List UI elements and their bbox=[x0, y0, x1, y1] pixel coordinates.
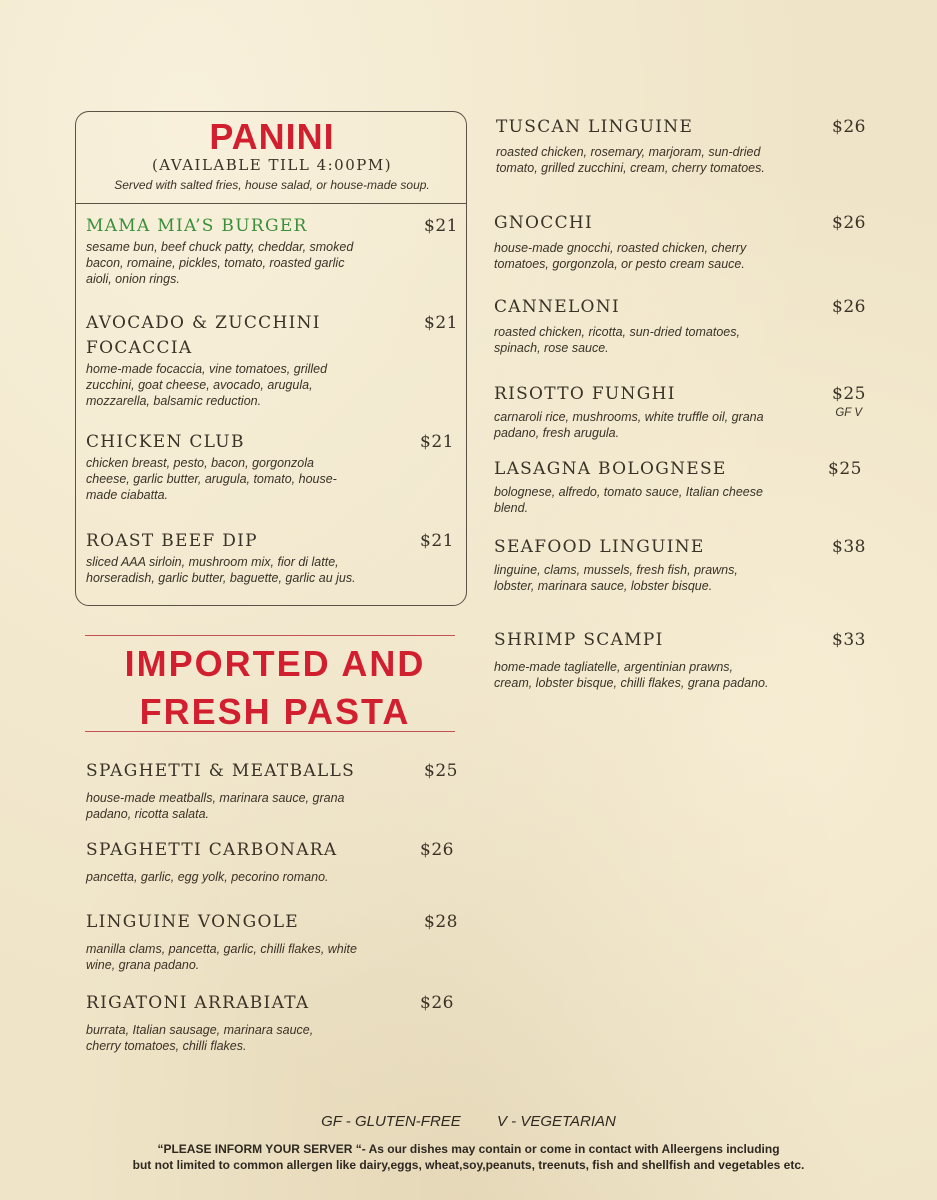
item-description: home-made focaccia, vine tomatoes, grilled zucchini, goat cheese, avocado, arugula, mozzarella, balsamic reduction. bbox=[86, 362, 328, 408]
item-name: RIGATONI ARRABIATA bbox=[86, 993, 310, 1013]
item-name: MAMA MIA’S BURGER bbox=[86, 216, 308, 236]
item-price: $26 bbox=[420, 840, 454, 860]
item-name: CHICKEN CLUB bbox=[86, 432, 245, 452]
item-price: $26 bbox=[420, 993, 454, 1013]
pasta-title bbox=[85, 640, 465, 736]
menu-item bbox=[86, 430, 454, 503]
item-price: $28 bbox=[424, 912, 458, 932]
item-description: burrata, Italian sausage, marinara sauce, cherry tomatoes, chilli flakes. bbox=[86, 1023, 314, 1053]
menu-item bbox=[86, 838, 454, 885]
item-price: $26 bbox=[832, 213, 866, 233]
panini-availability: (AVAILABLE TILL 4:00PM) bbox=[151, 156, 393, 174]
item-name: RISOTTO FUNGHI bbox=[494, 384, 676, 404]
menu-item bbox=[86, 214, 458, 287]
menu-item bbox=[86, 529, 454, 586]
item-name-continued: FOCACCIA bbox=[86, 338, 193, 358]
item-name: CANNELONI bbox=[494, 297, 620, 317]
item-price: $21 bbox=[420, 531, 454, 551]
allergen-line-2: but not limited to common allergen like dairy,eggs, wheat,soy,peanuts, treenuts, fish and shellfish and vegetables etc. bbox=[132, 1158, 805, 1172]
item-description: bolognese, alfredo, tomato sauce, Italian cheese blend. bbox=[494, 485, 763, 515]
dietary-legend bbox=[0, 1113, 937, 1130]
item-description: house-made gnocchi, roasted chicken, cherry tomatoes, gorgonzola, or pesto cream sauce. bbox=[494, 241, 747, 271]
item-name: SHRIMP SCAMPI bbox=[494, 630, 664, 650]
item-price: $33 bbox=[832, 630, 866, 650]
item-description: pancetta, garlic, egg yolk, pecorino romano. bbox=[86, 870, 329, 884]
item-description: house-made meatballs, marinara sauce, grana padano, ricotta salata. bbox=[86, 791, 345, 821]
panini-title: PANINI bbox=[209, 116, 335, 157]
item-description: sliced AAA sirloin, mushroom mix, fior di latte, horseradish, garlic butter, baguette, garlic au jus. bbox=[86, 555, 356, 585]
item-price: $21 bbox=[420, 432, 454, 452]
panini-divider bbox=[76, 203, 466, 204]
item-name: SEAFOOD LINGUINE bbox=[494, 537, 705, 557]
item-name: SPAGHETTI & MEATBALLS bbox=[86, 761, 356, 781]
pasta-title-line2: FRESH PASTA bbox=[139, 691, 411, 732]
item-price: $38 bbox=[832, 537, 866, 557]
item-name: AVOCADO & ZUCCHINI bbox=[86, 313, 321, 333]
item-price: $25 bbox=[832, 384, 866, 404]
item-name: SPAGHETTI CARBONARA bbox=[86, 840, 338, 860]
allergen-line-1: “PLEASE INFORM YOUR SERVER “- As our dishes may contain or come in contact with Alleergens including bbox=[157, 1142, 780, 1156]
menu-item bbox=[86, 991, 454, 1054]
legend-gluten-free: GF - GLUTEN-FREE bbox=[321, 1113, 461, 1130]
item-price: $26 bbox=[832, 117, 866, 137]
item-price: $26 bbox=[832, 297, 866, 317]
item-description: manilla clams, pancetta, garlic, chilli flakes, white wine, grana padano. bbox=[86, 942, 357, 972]
pasta-title-line1: IMPORTED AND bbox=[124, 643, 426, 684]
menu-item bbox=[494, 457, 862, 516]
menu-item bbox=[494, 295, 866, 356]
dietary-tag: GF V bbox=[835, 407, 862, 419]
item-description: linguine, clams, mussels, fresh fish, prawns, lobster, marinara sauce, lobster bisque. bbox=[494, 563, 738, 593]
item-description: chicken breast, pesto, bacon, gorgonzola cheese, garlic butter, arugula, tomato, house-made ciabatta. bbox=[86, 456, 337, 502]
menu-item bbox=[86, 311, 458, 409]
pasta-rule-top bbox=[85, 635, 455, 636]
item-price: $21 bbox=[424, 313, 458, 333]
menu-item bbox=[494, 211, 866, 272]
item-description: home-made tagliatelle, argentinian prawns, cream, lobster bisque, chilli flakes, grana padano. bbox=[494, 660, 769, 690]
menu-item bbox=[86, 910, 458, 973]
item-price: $25 bbox=[424, 761, 458, 781]
allergen-notice bbox=[60, 1141, 877, 1173]
menu-item bbox=[496, 115, 866, 176]
item-description: roasted chicken, rosemary, marjoram, sun-dried tomato, grilled zucchini, cream, cherry tomatoes. bbox=[496, 145, 765, 175]
menu-item bbox=[494, 628, 866, 691]
item-description: sesame bun, beef chuck patty, cheddar, smoked bacon, romaine, pickles, tomato, roasted garlic aioli, onion rings. bbox=[86, 240, 354, 286]
item-price: $21 bbox=[424, 216, 458, 236]
item-description: roasted chicken, ricotta, sun-dried tomatoes, spinach, rose sauce. bbox=[494, 325, 740, 355]
legend-vegetarian: V - VEGETARIAN bbox=[496, 1113, 616, 1130]
item-description: carnaroli rice, mushrooms, white truffle oil, grana padano, fresh arugula. bbox=[494, 410, 764, 440]
item-price: $25 bbox=[828, 459, 862, 479]
menu-item bbox=[494, 382, 866, 441]
item-name: LINGUINE VONGOLE bbox=[86, 912, 299, 932]
item-name: LASAGNA BOLOGNESE bbox=[494, 459, 727, 479]
menu-item bbox=[494, 535, 866, 594]
menu-item bbox=[86, 759, 458, 822]
item-name: TUSCAN LINGUINE bbox=[496, 117, 694, 137]
pasta-rule-bottom bbox=[85, 731, 455, 732]
item-name: ROAST BEEF DIP bbox=[86, 531, 258, 551]
panini-note: Served with salted fries, house salad, or house-made soup. bbox=[114, 178, 430, 192]
item-name: GNOCCHI bbox=[494, 213, 594, 233]
